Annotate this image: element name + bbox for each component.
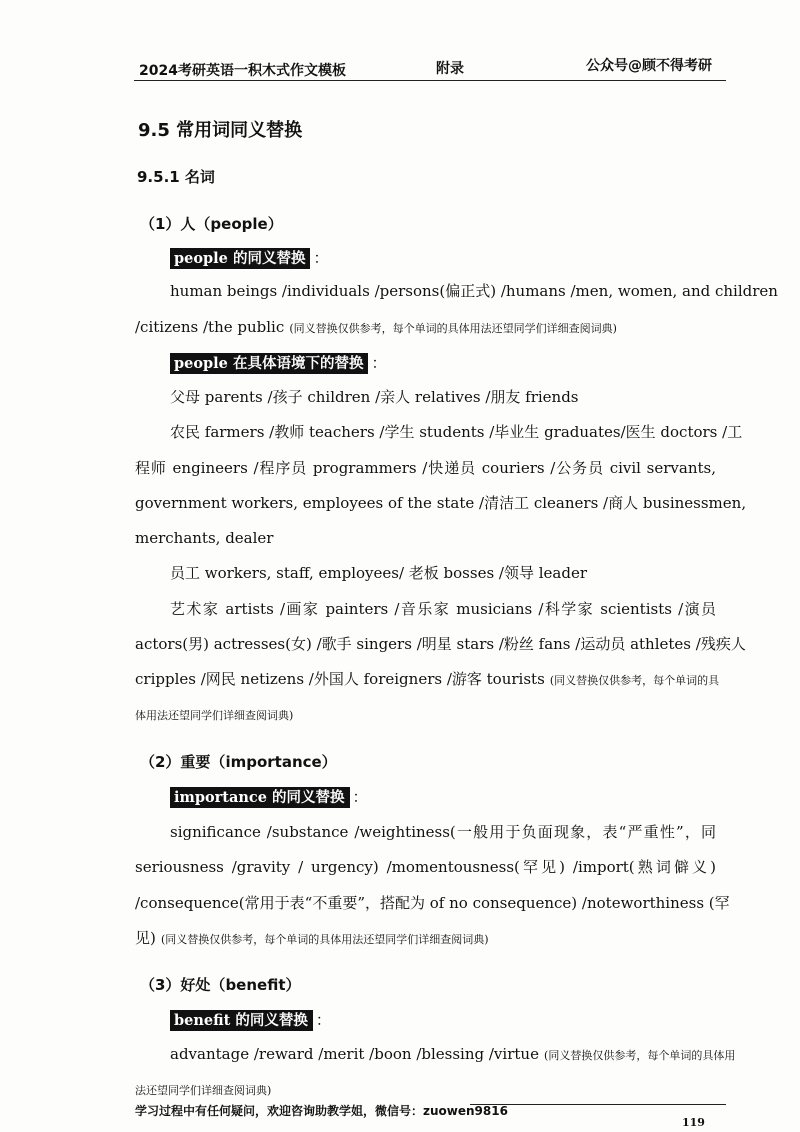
colon: ： (315, 1011, 331, 1029)
importance-tag-row (170, 786, 368, 807)
benefit-tag-row (170, 1009, 331, 1030)
people-heading: （1）人（people） (140, 215, 283, 233)
reference-note: (同义替换仅供参考，每个单词的具 (549, 674, 720, 687)
people-jobs-line4: merchants, dealer (135, 529, 274, 547)
footer-rule (470, 1104, 726, 1105)
importance-line2: seriousness /gravity / urgency) /momentousness(罕见) /import(熟词僻义) (135, 858, 716, 876)
people-jobs-line1: 农民 farmers /教师 teachers /学生 students /毕业生 graduates/医生 doctors /工 (170, 423, 743, 441)
importance-heading: （2）重要（importance） (140, 753, 337, 771)
people-arts-text: cripples /网民 netizens /外国人 foreigners /游客 tourists (135, 670, 545, 688)
reference-note-cont: 法还望同学们详细查阅词典) (135, 1084, 272, 1097)
header-account: 公众号@顾不得考研 (586, 58, 712, 74)
importance-line1: significance /substance /weightiness(一般用于负面现象，表“严重性”，同 (170, 823, 716, 841)
section-title: 9.5 常用词同义替换 (138, 120, 303, 141)
benefit-line1 (170, 1044, 735, 1064)
people-synonym-tag: people 的同义替换 (170, 248, 310, 269)
reference-note: (同义替换仅供参考，每个单词的具体用 (544, 1049, 736, 1062)
colon: ： (313, 249, 329, 267)
people-synonyms-text: /citizens /the public (135, 318, 285, 336)
header-title: 2024考研英语一积木式作文模板 (139, 63, 346, 79)
people-jobs-line2: 程师 engineers /程序员 programmers /快递员 couriers /公务员 civil servants, (135, 459, 716, 477)
reference-note-cont: 体用法还望同学们详细查阅词典) (135, 709, 294, 722)
people-arts-line1: 艺术家 artists /画家 painters /音乐家 musicians /科学家 scientists /演员 (170, 600, 716, 618)
subsection-title: 9.5.1 名词 (137, 168, 215, 186)
people-work: 员工 workers, staff, employees/ 老板 bosses /领导 leader (170, 564, 588, 582)
footer-contact: 学习过程中有任何疑问，欢迎咨询助教学姐，微信号：zuowen9816 (135, 1104, 508, 1118)
colon: ： (371, 354, 387, 372)
reference-note: (同义替换仅供参考，每个单词的具体用法还望同学们详细查阅词典) (160, 933, 489, 946)
people-context-tag-row (170, 352, 386, 373)
benefit-heading: （3）好处（benefit） (140, 976, 301, 994)
importance-text: 见) (135, 929, 156, 947)
people-tag-row (170, 247, 328, 268)
benefit-synonym-tag: benefit 的同义替换 (170, 1010, 313, 1031)
benefit-text: advantage /reward /merit /boon /blessing /virtue (170, 1045, 539, 1063)
people-jobs-line3: government workers, employees of the state /清洁工 cleaners /商人 businessmen, (135, 494, 747, 512)
colon: ： (352, 788, 368, 806)
reference-note: (同义替换仅供参考，每个单词的具体用法还望同学们详细查阅词典) (289, 322, 617, 335)
importance-synonym-tag: importance 的同义替换 (170, 787, 350, 808)
people-arts-line2: actors(男) actresses(女) /歌手 singers /明星 stars /粉丝 fans /运动员 athletes /残疾人 (135, 635, 746, 653)
importance-line3: /consequence(常用于表“不重要”，搭配为 of no consequence) /noteworthiness (罕 (135, 894, 730, 912)
people-family: 父母 parents /孩子 children /亲人 relatives /朋友 friends (170, 388, 579, 406)
header-section: 附录 (436, 61, 464, 77)
importance-line4 (135, 928, 489, 948)
people-context-tag: people 在具体语境下的替换 (170, 353, 368, 374)
people-arts-line3 (135, 669, 719, 689)
people-synonyms-line2 (135, 317, 617, 337)
page-number: 119 (682, 1116, 705, 1129)
people-synonyms-line1: human beings /individuals /persons(偏正式) /humans /men, women, and children (170, 282, 778, 300)
header-rule (134, 80, 726, 81)
